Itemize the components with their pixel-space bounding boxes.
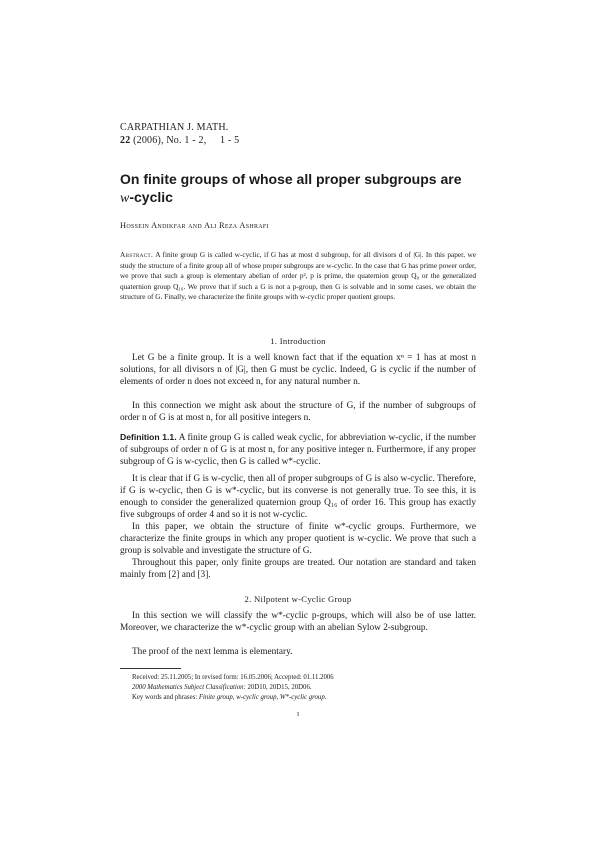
intro-paragraph-3: It is clear that if G is w-cyclic, then all of proper subgroups of G is also w-cyclic. Therefore, if G is w-cyclic, then G is w*-cyclic, but its converse is not generally true. To see this, it is enough to consider the generalized quaternion group Q₁₆ of order 16. This group has exactly five subgroups of order 4 and so it is not w-cyclic. [120,474,476,520]
abstract-text: A finite group G is called w-cyclic, if G has at most d subgroup, for all divisors d of |G|. In this paper, we study the structure of a finite group all of whose proper subgroups are w-cyclic. In the case that G has prime power order, we prove that such a group is elementary abelian of order p², p is prime, the quaternion group Q₈ or the generalized quaternion group Q₁₆. We prove that if such a G is not a p-group, then G is solvable and in some cases, we obtain the structure of G. Finally, we characterize the finite groups with w-cyclic proper quotient groups. [120,250,476,301]
footnote-keywords: Key words and phrases: Finite group, w-cyclic group, W*-cyclic group. [132,694,327,701]
volume-number: 22 [120,135,131,146]
page-range: 1 - 5 [219,135,240,146]
definition-label: Definition 1.1. [120,432,177,442]
intro-paragraph-1: Let G be a finite group. It is a well known fact that if the equation xⁿ = 1 has at most n solutions, for all divisors n of |G|, then G must be cyclic. Indeed, G is cyclic if the number of elements of order n does not exceed n, for any natural number n. [120,353,476,387]
title-line-2: w-cyclic [120,189,173,206]
issue-info: (2006), No. 1 - 2, [133,135,210,146]
journal-header [120,121,239,147]
journal-name: CARPATHIAN J. MATH. [120,122,229,133]
definition-text: A finite group G is called weak cyclic, for abbreviation w-cyclic, if the number of subgroups of order n of G is at most n, for any positive integer n. Furthermore, if any proper subgroup of G is w-cyclic, then G is called w*-cyclic. [120,433,477,467]
paper-title [120,170,476,208]
intro-paragraph-2: In this connection we might ask about the structure of G, if the number of subgroups of order n of G is at most n, for all positive integers n. [120,401,476,423]
section-2-heading: 2. Nilpotent w-Cyclic Group [244,594,352,604]
title-line-1: On finite groups of whose all proper subgroups are [120,171,462,187]
abstract [120,250,476,303]
footnote-received: Received: 25.11.2005; In revised form: 16.05.2006; Accepted: 01.11.2006 [132,674,334,681]
page-number: 1 [296,711,300,718]
footnote-rule [120,668,181,669]
section-2-paragraph-1: In this section we will classify the w*-cyclic p-groups, which will also be of use latter. Moreover, we characterize the w*-cyclic group with an abelian Sylow 2-subgroup. [120,611,476,633]
intro-paragraph-4: In this paper, we obtain the structure of finite w*-cyclic groups. Furthermore, we characterize the finite groups in which any proper quotient is w-cyclic. We prove that such a group is solvable and investigate the structure of G. [120,522,476,556]
intro-paragraph-5: Throughout this paper, only finite groups are treated. Our notation are standard and taken mainly from [2] and [3]. [120,558,476,580]
definition-1-1 [120,432,476,469]
abstract-label: Abstract. [120,250,154,259]
footnote-msc: 2000 Mathematics Subject Classification: 20D10, 20D15, 20D06. [132,684,312,691]
section-1-heading: 1. Introduction [270,336,326,346]
author-names: Hossein Andikfar and Ali Reza Ashrafi [120,221,269,230]
volume-line [120,134,239,147]
section-2-paragraph-2: The proof of the next lemma is elementary. [132,647,293,657]
